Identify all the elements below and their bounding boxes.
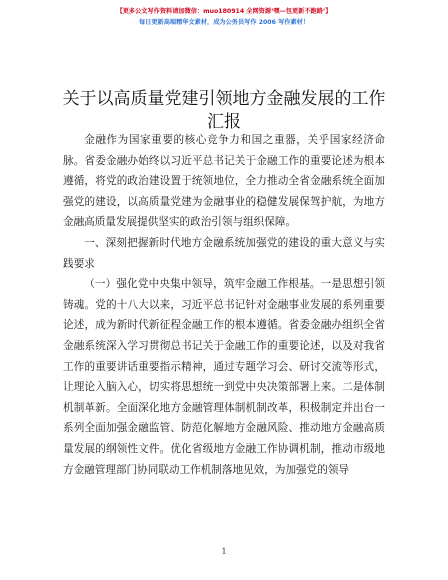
page-number: 1	[221, 547, 227, 556]
document-title: 关于以高质量党建引领地方金融发展的工作汇报	[62, 89, 386, 132]
section-heading-1: 一、深刻把握新时代地方金融系统加强党的建设的重大意义与实践要求	[63, 236, 385, 270]
promo-banner-line-1: 【更多公文写作资料请加微信：muo180914 全网资源‘嘿—包更新不跑路’】	[116, 8, 332, 15]
paragraph-intro: 金融作为国家重要的核心竞争力和国之重器，关乎国家经济命脉。省委金融办始终以习近平总书记关于金融工作的重要论述为根本遵循，将党的政治建设置于统领地位，全力推动全省金融系统全面加强党的建设，以高质量党建为金融事业的稳健发展保驾护航，为地方金融高质量发展提供坚实的政治引领与组织保障。	[63, 134, 385, 229]
paragraph-section-1-1: （一）强化党中央集中领导，筑牢金融工作根基。一是思想引领铸魂。党的十八大以来，习近平总书记针对金融事业发展的系列重要论述，成为新时代新征程金融工作的根本遵循。省委金融办组织全省金融系统深入学习贯彻总书记关于金融工作的重要论述，以及对我省工作的重要讲话重要指示精神，通过专题学习会、研讨交流等形式，让理论入脑入心，切实将思想统一到党中央决策部署上来。二是体制机制革新。全面深化地方金融管理体制机制改革，积极制定并出台一系列全面加强金融监管、防范化解地方金融风险、推动地方金融高质量发展的纲领性文件。优化省级地方金融工作协调机制，推动市级地方金融管理部门协同联动工作机制落地见效，为加强党的领导	[63, 278, 385, 476]
document-body	[63, 130, 385, 480]
promo-banner-line-2: 每日更新高端精华文素材，成为公务员写作 2006 写作素材！	[138, 19, 310, 26]
